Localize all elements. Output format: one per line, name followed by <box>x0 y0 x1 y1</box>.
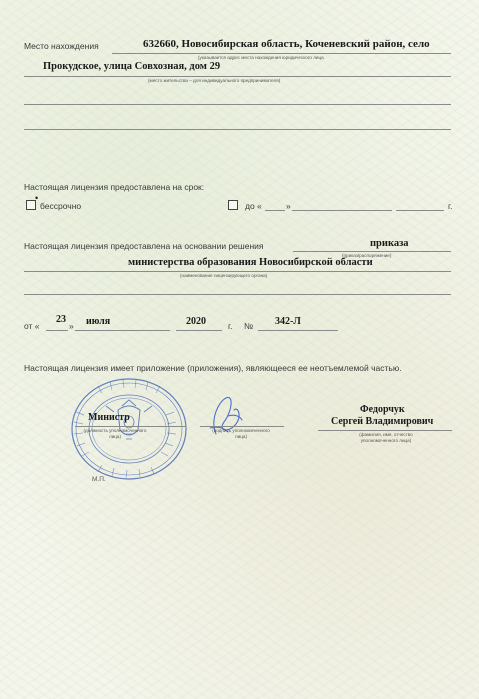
blank-line-2 <box>24 129 451 130</box>
until-date-prefix: до « <box>245 201 262 211</box>
location-caption-2: (место жительства – для индивидуального предпринимателя) <box>148 78 281 83</box>
term-label: Настоящая лицензия предоставлена на срок: <box>24 182 205 192</box>
location-underline-1 <box>112 53 451 54</box>
indefinite-label: бессрочно <box>40 201 82 211</box>
appendix-note: Настоящая лицензия имеет приложение (приложения), являющееся ее неотъемлемой частью. <box>24 363 402 373</box>
until-day-line <box>265 210 285 211</box>
signatory-position-line <box>75 426 185 427</box>
basis-doc-type-caption: (приказ/распоряжение) <box>342 253 392 258</box>
decision-number: 342-Л <box>275 316 301 327</box>
signature-caption: (подпись уполномоченного лица) <box>212 428 270 439</box>
signatory-surname: Федорчук <box>360 404 405 415</box>
decision-number-sign: № <box>244 321 254 331</box>
until-date-checkbox[interactable] <box>228 200 238 210</box>
location-label: Место нахождения <box>24 41 99 51</box>
basis-label: Настоящая лицензия предоставлена на основании решения <box>24 241 264 251</box>
signatory-name-line <box>318 430 452 431</box>
decision-month-line <box>75 330 170 331</box>
decision-day-line <box>46 330 68 331</box>
basis-doc-type: приказа <box>370 238 409 249</box>
location-line-1: 632660, Новосибирская область, Коченевский район, село <box>143 38 430 50</box>
seal-place-label: М.П. <box>92 476 106 483</box>
signatory-position-caption: (должность уполномоченного лица) <box>83 428 147 439</box>
decision-month: июля <box>86 316 111 327</box>
location-caption-1: (указывается адрес места нахождения юридического лица <box>198 55 324 60</box>
signatory-given-names: Сергей Владимирович <box>331 416 434 427</box>
indefinite-check-mark: • <box>35 193 39 203</box>
signatory-position: Министр <box>88 412 130 423</box>
decision-year-suffix: г. <box>228 321 233 331</box>
decision-from-prefix: от « <box>24 321 40 331</box>
signature-line <box>200 426 284 427</box>
basis-authority-line <box>24 271 451 272</box>
until-year-suffix: г. <box>448 201 453 211</box>
until-year-line <box>396 210 444 211</box>
until-date-mid: » <box>286 201 291 211</box>
basis-authority-caption: (наименование лицензирующего органа) <box>180 273 268 278</box>
blank-line-3 <box>24 294 451 295</box>
blank-line-1 <box>24 104 451 105</box>
basis-authority: министерства образования Новосибирской области <box>128 257 373 268</box>
signatory-name-caption: (фамилия, имя, отчество уполномоченного лица) <box>359 432 413 443</box>
decision-year: 2020 <box>186 316 206 327</box>
decision-number-line <box>258 330 338 331</box>
decision-day-close: » <box>69 321 74 331</box>
decision-day: 23 <box>56 314 66 325</box>
decision-year-line <box>176 330 222 331</box>
until-month-line <box>292 210 392 211</box>
location-underline-2 <box>24 76 451 77</box>
basis-doc-type-line <box>293 251 451 252</box>
location-line-2: Прокудское, улица Совхозная, дом 29 <box>43 61 221 72</box>
